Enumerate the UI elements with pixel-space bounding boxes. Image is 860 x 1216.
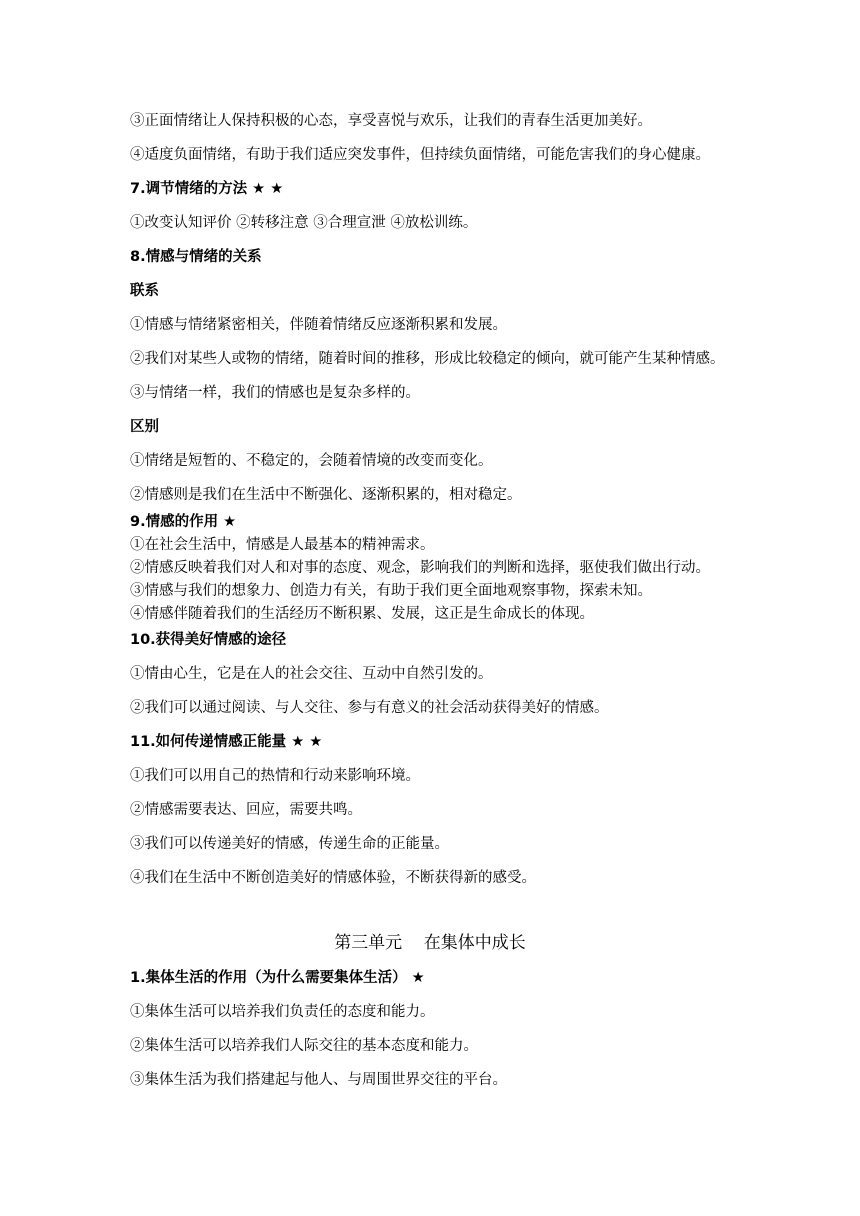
section-heading: 8.情感与情绪的关系 [130,249,262,265]
body-paragraph: ①情绪是短暂的、不稳定的，会随着情境的改变而变化。 [130,453,493,469]
body-paragraph: ①在社会生活中，情感是人最基本的精神需求。 [130,537,435,553]
body-paragraph: ①集体生活可以培养我们负责任的态度和能力。 [130,1004,435,1020]
body-paragraph: ①我们可以用自己的热情和行动来影响环境。 [130,768,420,784]
body-paragraph: ①情由心生，它是在人的社会交往、互动中自然引发的。 [130,666,493,682]
section-heading: 10.获得美好情感的途径 [130,632,287,648]
section-heading: 7.调节情绪的方法 ★ ★ [130,181,284,197]
body-paragraph: ②情感则是我们在生活中不断强化、逐渐积累的，相对稳定。 [130,487,522,503]
unit-title: 第三单元 在集体中成长 [334,933,526,953]
body-paragraph: ②我们可以通过阅读、与人交往、参与有意义的社会活动获得美好的情感。 [130,700,609,716]
section-heading: 9.情感的作用 ★ [130,514,237,530]
body-paragraph: ③情感与我们的想象力、创造力有关，有助于我们更全面地观察事物，探索未知。 [130,583,652,599]
body-paragraph: ③集体生活为我们搭建起与他人、与周围世界交往的平台。 [130,1072,507,1088]
body-paragraph: ③与情绪一样，我们的情感也是复杂多样的。 [130,385,420,401]
body-paragraph: ②情感反映着我们对人和对事的态度、观念，影响我们的判断和选择，驱使我们做出行动。 [130,560,710,576]
body-paragraph: ②情感需要表达、回应，需要共鸣。 [130,802,362,818]
body-paragraph: ②我们对某些人或物的情绪，随着时间的推移，形成比较稳定的倾向，就可能产生某种情感。 [130,351,725,367]
body-paragraph: ④情感伴随着我们的生活经历不断积累、发展，这正是生命成长的体现。 [130,606,594,622]
section-heading: 11.如何传递情感正能量 ★ ★ [130,734,323,750]
body-paragraph: ③正面情绪让人保持积极的心态，享受喜悦与欢乐，让我们的青春生活更加美好。 [130,113,652,129]
body-paragraph: ②集体生活可以培养我们人际交往的基本态度和能力。 [130,1038,478,1054]
body-paragraph: ④我们在生活中不断创造美好的情感体验，不断获得新的感受。 [130,870,536,886]
body-paragraph: ③我们可以传递美好的情感，传递生命的正能量。 [130,836,449,852]
section-heading: 联系 [130,283,159,299]
body-paragraph: ①改变认知评价 ②转移注意 ③合理宣泄 ④放松训练。 [130,215,478,231]
section-heading: 1.集体生活的作用（为什么需要集体生活） ★ [130,970,425,986]
body-paragraph: ④适度负面情绪，有助于我们适应突发事件，但持续负面情绪，可能危害我们的身心健康。 [130,147,710,163]
body-paragraph: ①情感与情绪紧密相关，伴随着情绪反应逐渐积累和发展。 [130,317,507,333]
section-heading: 区别 [130,419,159,435]
